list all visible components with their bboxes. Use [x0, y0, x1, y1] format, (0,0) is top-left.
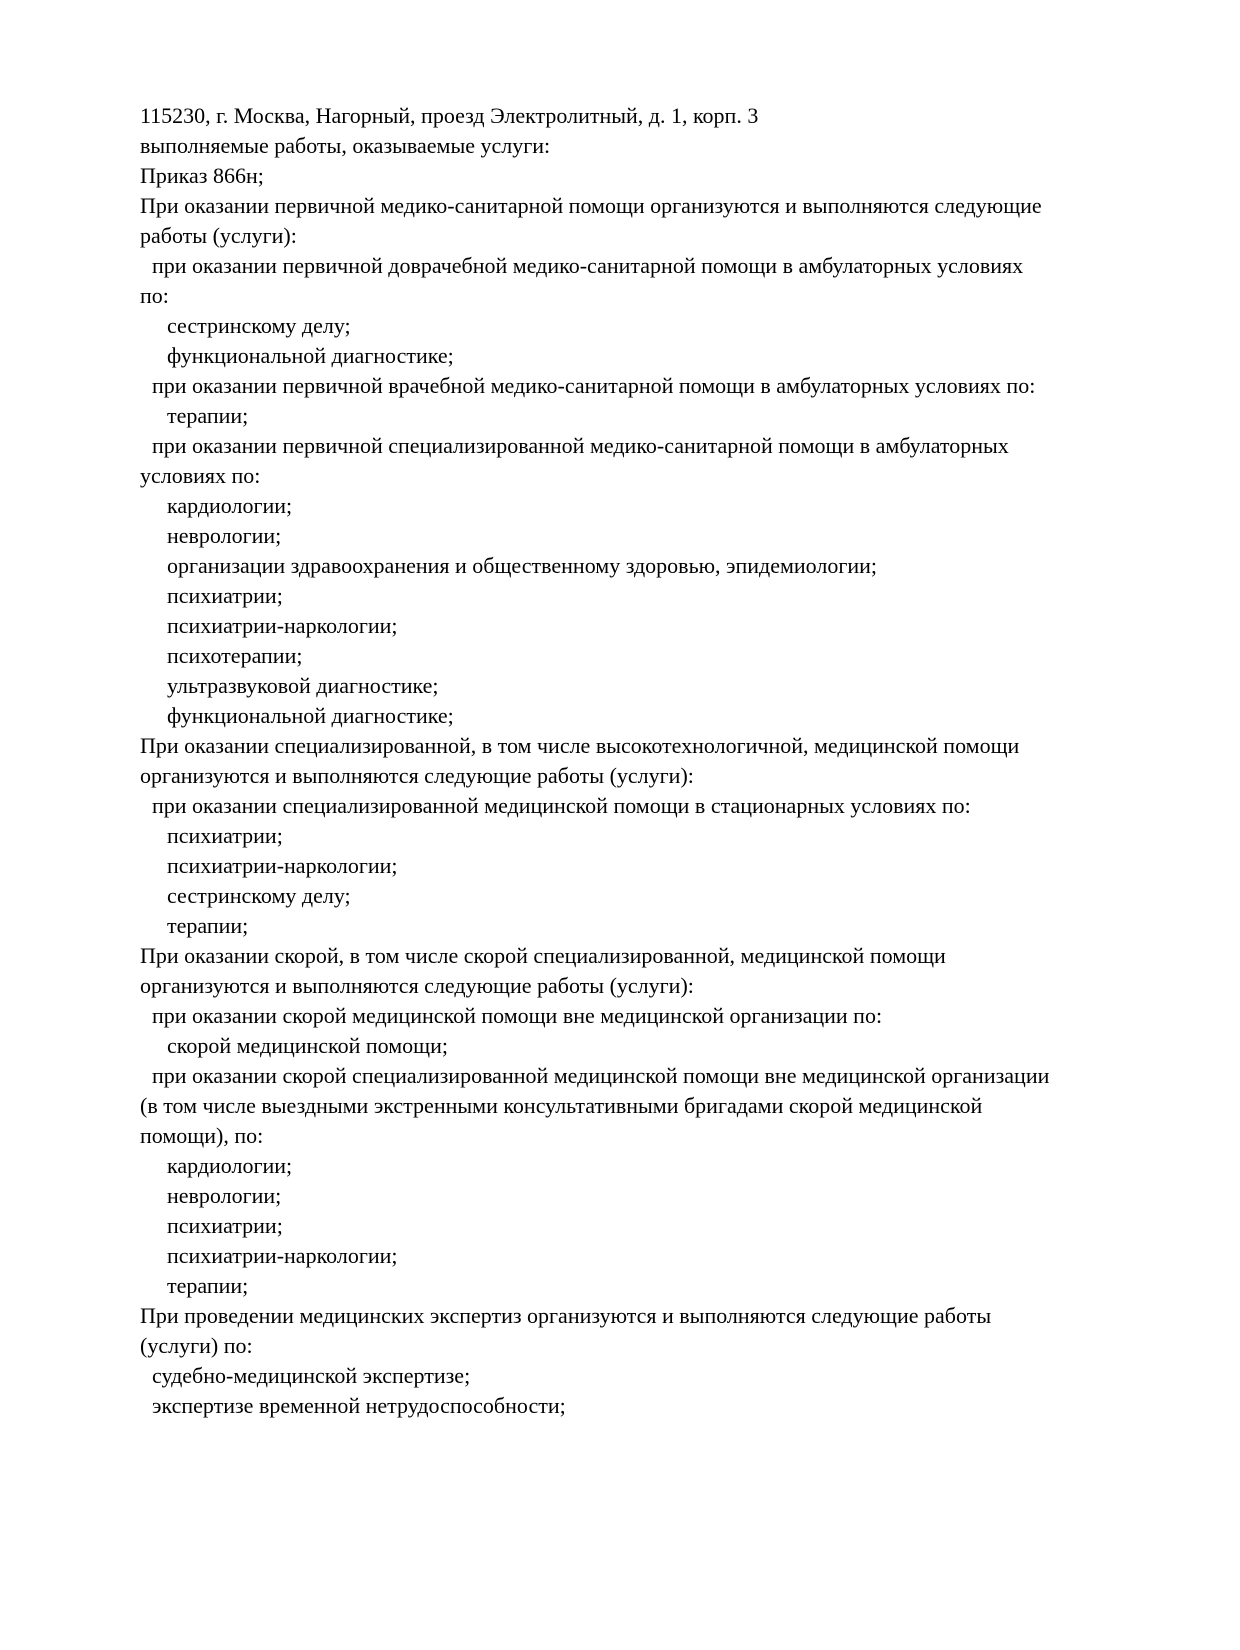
text-line: психиатрии-наркологии;: [167, 853, 398, 878]
text-line: судебно-медицинской экспертизе;: [152, 1363, 471, 1388]
text-line: работы (услуги):: [140, 223, 297, 248]
text-line: сестринскому делу;: [167, 883, 351, 908]
text-line: психиатрии-наркологии;: [167, 613, 398, 638]
text-line: скорой медицинской помощи;: [167, 1033, 449, 1058]
text-line: При оказании первичной медико-санитарной помощи организуются и выполняются следующие: [140, 193, 1042, 218]
text-line: терапии;: [167, 1273, 249, 1298]
text-line: при оказании первичной доврачебной медико-санитарной помощи в амбулаторных условиях: [152, 253, 1024, 278]
text-line: по:: [140, 283, 169, 308]
text-line: 115230, г. Москва, Нагорный, проезд Электролитный, д. 1, корп. 3: [140, 103, 759, 128]
text-line: помощи), по:: [140, 1123, 264, 1148]
text-line: организуются и выполняются следующие работы (услуги):: [140, 973, 694, 998]
text-line: организуются и выполняются следующие работы (услуги):: [140, 763, 694, 788]
text-line: при оказании скорой специализированной медицинской помощи вне медицинской организации: [152, 1063, 1050, 1088]
text-line: выполняемые работы, оказываемые услуги:: [140, 133, 551, 158]
text-line: функциональной диагностике;: [167, 703, 454, 728]
text-line: При оказании специализированной, в том числе высокотехнологичной, медицинской помощи: [140, 733, 1020, 758]
text-line: терапии;: [167, 403, 249, 428]
text-line: при оказании первичной специализированной медико-санитарной помощи в амбулаторных: [152, 433, 1009, 458]
text-line: Приказ 866н;: [140, 163, 264, 188]
text-line: психиатрии-наркологии;: [167, 1243, 398, 1268]
text-line: функциональной диагностике;: [167, 343, 454, 368]
text-line: ультразвуковой диагностике;: [167, 673, 439, 698]
text-line: психиатрии;: [167, 583, 283, 608]
text-line: экспертизе временной нетрудоспособности;: [152, 1393, 566, 1418]
text-line: кардиологии;: [167, 1153, 293, 1178]
text-line: условиях по:: [140, 463, 261, 488]
text-line: психотерапии;: [167, 643, 303, 668]
text-line: при оказании первичной врачебной медико-санитарной помощи в амбулаторных условиях по:: [152, 373, 1036, 398]
text-line: психиатрии;: [167, 823, 283, 848]
text-line: (в том числе выездными экстренными консультативными бригадами скорой медицинской: [140, 1093, 983, 1118]
text-line: при оказании специализированной медицинской помощи в стационарных условиях по:: [152, 793, 971, 818]
text-line: При оказании скорой, в том числе скорой специализированной, медицинской помощи: [140, 943, 946, 968]
text-line: неврологии;: [167, 523, 282, 548]
text-line: терапии;: [167, 913, 249, 938]
text-line: при оказании скорой медицинской помощи вне медицинской организации по:: [152, 1003, 883, 1028]
text-line: При проведении медицинских экспертиз организуются и выполняются следующие работы: [140, 1303, 992, 1328]
text-line: психиатрии;: [167, 1213, 283, 1238]
document-body: [140, 101, 1150, 1421]
text-line: неврологии;: [167, 1183, 282, 1208]
text-line: (услуги) по:: [140, 1333, 253, 1358]
text-line: организации здравоохранения и общественному здоровью, эпидемиологии;: [167, 553, 878, 578]
text-line: кардиологии;: [167, 493, 293, 518]
text-line: сестринскому делу;: [167, 313, 351, 338]
